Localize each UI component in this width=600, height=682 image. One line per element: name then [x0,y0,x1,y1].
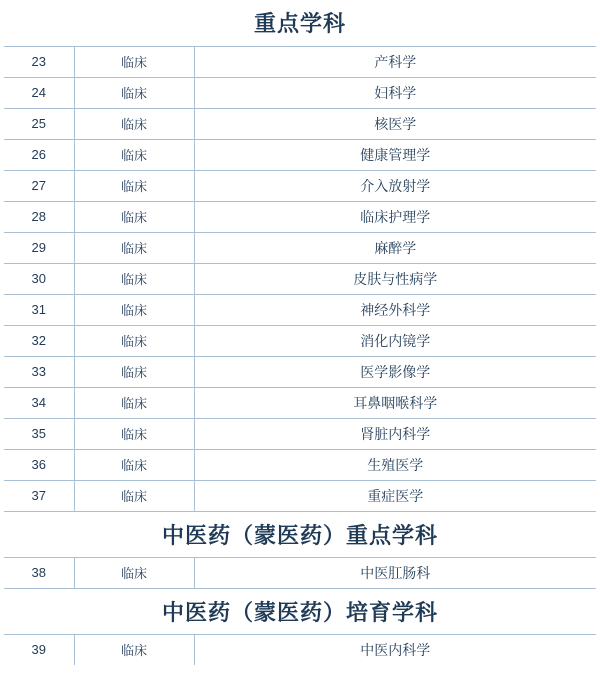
section-header-row [4,588,596,634]
row-type: 临床 [74,356,194,387]
section-title: 中医药（蒙医药）重点学科 [4,511,596,557]
row-type: 临床 [74,418,194,449]
table-row [4,557,596,588]
row-type: 临床 [74,634,194,665]
discipline-table [4,0,596,665]
table-row [4,634,596,665]
table-body [4,0,596,665]
row-type: 临床 [74,232,194,263]
row-number: 26 [4,139,74,170]
table-row [4,418,596,449]
row-type: 临床 [74,201,194,232]
table-row [4,480,596,511]
row-name: 产科学 [194,46,596,77]
row-name: 中医内科学 [194,634,596,665]
table-row [4,170,596,201]
row-number: 38 [4,557,74,588]
row-name: 临床护理学 [194,201,596,232]
row-type: 临床 [74,557,194,588]
row-type: 临床 [74,480,194,511]
row-type: 临床 [74,294,194,325]
table-row [4,449,596,480]
row-number: 28 [4,201,74,232]
table-row [4,294,596,325]
row-number: 33 [4,356,74,387]
table-row [4,356,596,387]
row-type: 临床 [74,449,194,480]
row-name: 核医学 [194,108,596,139]
row-number: 36 [4,449,74,480]
row-name: 妇科学 [194,77,596,108]
row-type: 临床 [74,170,194,201]
table-row [4,263,596,294]
row-name: 肾脏内科学 [194,418,596,449]
section-header-row [4,0,596,46]
row-name: 重症医学 [194,480,596,511]
table-row [4,387,596,418]
table-row [4,46,596,77]
row-number: 31 [4,294,74,325]
row-type: 临床 [74,325,194,356]
row-name: 皮肤与性病学 [194,263,596,294]
row-name: 中医肛肠科 [194,557,596,588]
table-row [4,108,596,139]
row-name: 健康管理学 [194,139,596,170]
row-type: 临床 [74,108,194,139]
table-row [4,232,596,263]
row-number: 24 [4,77,74,108]
row-number: 25 [4,108,74,139]
row-type: 临床 [74,77,194,108]
row-number: 29 [4,232,74,263]
row-name: 生殖医学 [194,449,596,480]
row-number: 32 [4,325,74,356]
table-row [4,139,596,170]
row-name: 麻醉学 [194,232,596,263]
table-row [4,201,596,232]
row-number: 30 [4,263,74,294]
row-number: 37 [4,480,74,511]
table-row [4,325,596,356]
table-row [4,77,596,108]
row-type: 临床 [74,46,194,77]
row-name: 介入放射学 [194,170,596,201]
section-title: 重点学科 [4,0,596,46]
section-header-row [4,511,596,557]
row-type: 临床 [74,139,194,170]
row-name: 神经外科学 [194,294,596,325]
row-number: 35 [4,418,74,449]
row-number: 34 [4,387,74,418]
row-number: 23 [4,46,74,77]
section-title: 中医药（蒙医药）培育学科 [4,588,596,634]
row-type: 临床 [74,387,194,418]
row-number: 27 [4,170,74,201]
row-type: 临床 [74,263,194,294]
row-number: 39 [4,634,74,665]
row-name: 耳鼻咽喉科学 [194,387,596,418]
row-name: 医学影像学 [194,356,596,387]
row-name: 消化内镜学 [194,325,596,356]
